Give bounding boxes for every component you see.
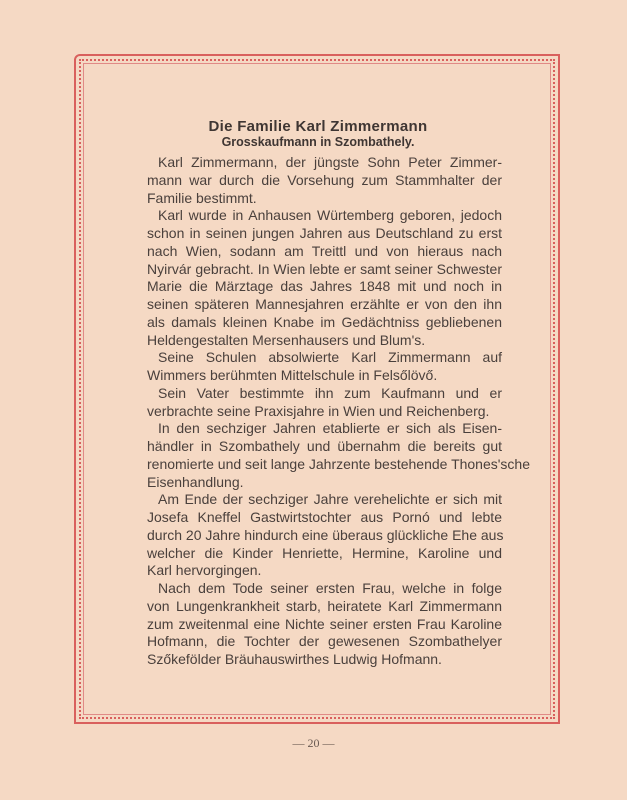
text-line: welcher die Kinder Henriette, Hermine, Karoline und	[147, 544, 502, 561]
text-line: zum zweitenmal eine Nichte seiner ersten Frau Karoline	[147, 615, 502, 632]
text-line: In den sechziger Jahren etablierte er sich als Eisen-	[158, 420, 502, 437]
text-line: verbrachte seine Praxisjahre in Wien und Reichenberg.	[147, 402, 490, 419]
text-line: Seine Schulen absolwierte Karl Zimmermann auf	[158, 349, 502, 366]
text-line: Josefa Kneffel Gastwirtstochter aus Pornó und lebte	[147, 509, 502, 525]
text-line: durch 20 Jahre hindurch eine überaus glückliche Ehe aus	[147, 526, 504, 543]
body-text	[147, 154, 531, 669]
text-line: seinen späteren Mannesjahren erzählte er von den ihn	[147, 296, 502, 312]
text-line: Familie bestimmt.	[147, 189, 257, 206]
text-line: Am Ende der sechziger Jahre verehelichte er sich mit	[158, 491, 502, 508]
text-line: Karl Zimmermann, der jüngste Sohn Peter Zimmer-	[158, 154, 502, 170]
text-line: Szőkefölder Bräuhauswirthes Ludwig Hofmann.	[147, 651, 442, 667]
text-line: mann war durch die Vorsehung zum Stammhalter der	[147, 171, 502, 188]
text-line: von Lungenkrankheit starb, heiratete Karl Zimmermann	[147, 597, 502, 614]
text-line: Nach dem Tode seiner ersten Frau, welche in folge	[158, 580, 502, 596]
text-line: händler in Szombathely und übernahm die bereits gut	[147, 438, 502, 454]
page-title: Die Familie Karl Zimmermann	[208, 118, 428, 135]
text-line: Heldengestalten Mersenhausers und Blum's.	[147, 331, 426, 348]
text-line: Karl wurde in Anhausen Würtemberg geboren, jedoch	[158, 207, 502, 224]
text-line: nach Wien, sodann am Treittl und von hieraus nach	[147, 242, 502, 259]
text-line: Sein Vater bestimmte ihn zum Kaufmann und er	[158, 384, 502, 401]
text-line: Hofmann, die Tochter der gewesenen Szombathelyer	[147, 633, 502, 650]
page-number: — 20 —	[292, 736, 335, 750]
text-line: Marie die Märztage das Jahres 1848 mit und noch in	[147, 278, 502, 295]
text-line: schon in seinen jungen Jahren aus Deutschland zu erst	[147, 225, 502, 241]
text-line: Wimmers berühmten Mittelschule in Felsőlövő.	[147, 367, 438, 383]
text-line: Nyirvár gebracht. In Wien lebte er samt seiner Schwester	[147, 260, 502, 277]
text-line: renomierte und seit lange Jahrzente bestehende Thones'sche	[147, 455, 531, 472]
page-subtitle: Grosskaufmann in Szombathely.	[221, 135, 415, 149]
text-line: Eisenhandlung.	[147, 473, 244, 490]
text-line: Karl hervorgingen.	[147, 562, 262, 579]
text-line: als damals kleinen Knabe im Gedächtniss gebliebenen	[147, 313, 502, 330]
